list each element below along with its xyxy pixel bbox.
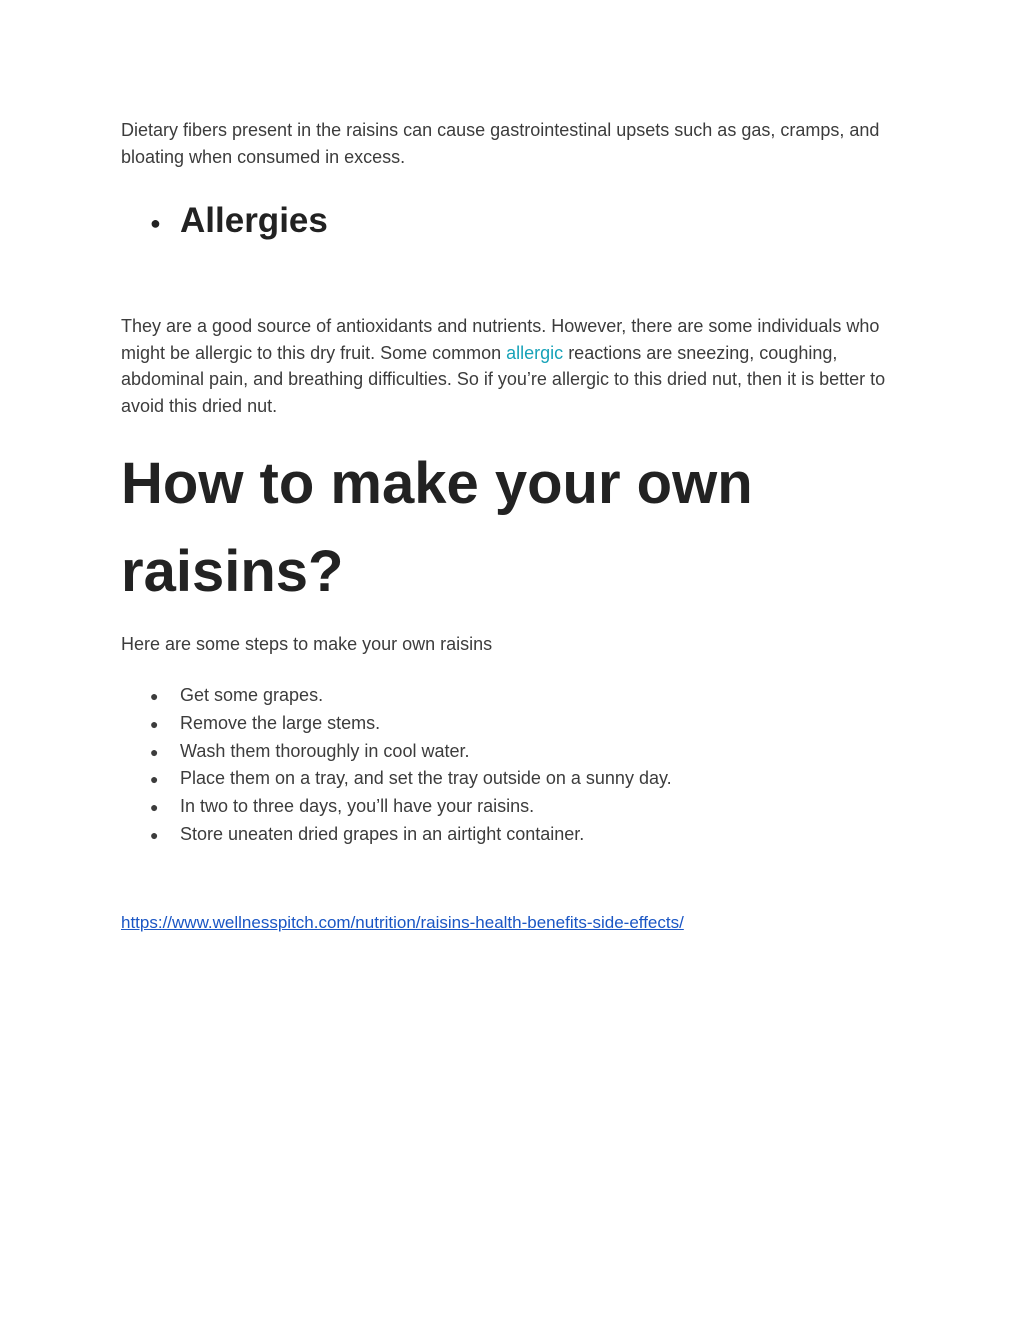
list-item-text: In two to three days, you’ll have your raisins. <box>180 796 535 817</box>
steps-intro: Here are some steps to make your own raisins <box>121 634 493 654</box>
list-item <box>150 793 672 821</box>
list-item-text: Get some grapes. <box>180 685 324 705</box>
bullet-icon: ● <box>150 771 159 788</box>
list-item <box>150 765 672 793</box>
bullet-icon: ● <box>150 826 159 843</box>
list-item <box>150 710 672 738</box>
list-item-text: Store uneaten dried grapes in an airtight container. <box>180 823 585 844</box>
source-url-link[interactable]: https://www.wellnesspitch.com/nutrition/raisins-health-benefits-side-effects/ <box>121 913 684 932</box>
paragraph-text-after-link: reactions are sneezing, coughing, abdominal pain, and breathing difficulties. So if you’re allergic to this dried nut, then it is better to avoid this dried nut. <box>121 342 886 416</box>
bullet-icon: ● <box>150 715 159 732</box>
list-item-text: Remove the large stems. <box>180 712 381 733</box>
list-item <box>150 821 672 849</box>
bullet-icon: ● <box>150 743 159 760</box>
paragraph-digestive-issues: Dietary fibers present in the raisins can cause gastrointestinal upsets such as gas, cramps, and bloating when consumed in excess. <box>121 120 880 167</box>
section-heading-label: Allergies <box>180 201 328 240</box>
page-title: How to make your own raisins? <box>121 451 753 604</box>
bullet-icon: ● <box>150 799 159 816</box>
bullet-icon: ● <box>150 688 159 704</box>
list-item <box>150 682 672 710</box>
bullet-icon: ● <box>150 212 161 233</box>
paragraph-text-before-link: They are a good source of antioxidants and nutrients. However, there are some individuals who might be allergic to this dry fruit. Some common <box>121 316 880 363</box>
section-heading-allergies <box>150 198 328 246</box>
paragraph-allergies <box>121 313 901 419</box>
list-item-text: Place them on a tray, and set the tray outside on a sunny day. <box>180 768 672 789</box>
list-item-text: Wash them thoroughly in cool water. <box>180 740 470 761</box>
list-item <box>150 738 672 766</box>
allergic-link[interactable]: allergic <box>506 342 564 363</box>
steps-list <box>150 682 672 849</box>
